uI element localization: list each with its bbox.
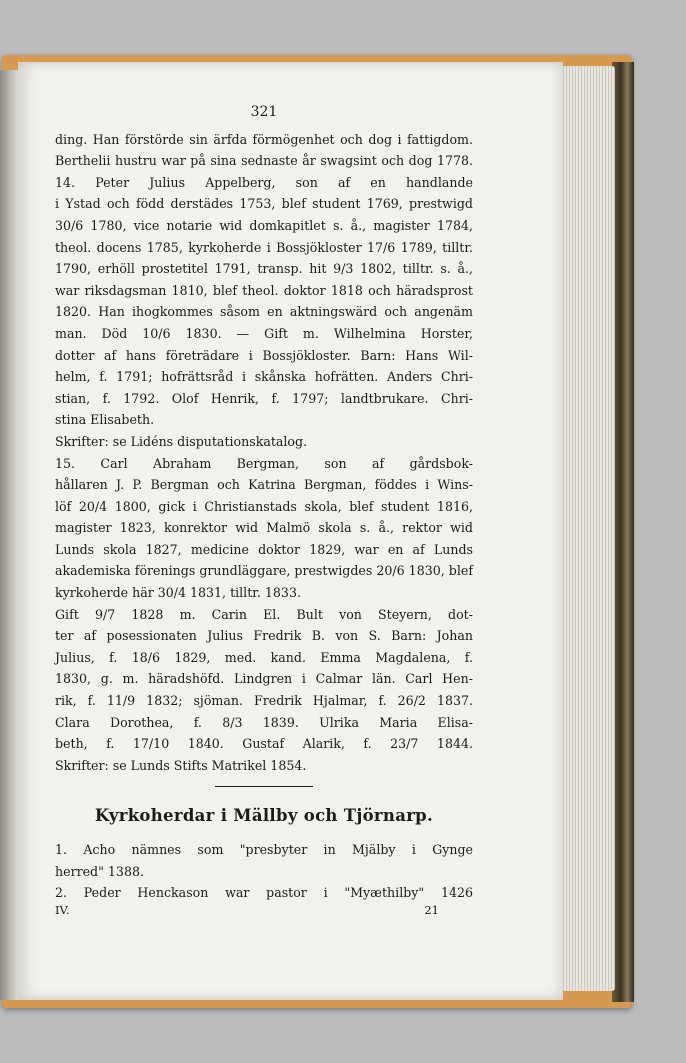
text-line: beth, f. 17/10 1840. Gustaf Alarik, f. 23/7 1844. (55, 736, 473, 752)
text-line: 1820. Han ihogkommes såsom en aktningswärd och angenäm (55, 304, 473, 320)
text-line: Julius, f. 18/6 1829, med. kand. Emma Magdalena, f. (55, 649, 473, 665)
text-line: 1790, erhöll prostetitel 1791, transp. hit 9/3 1802, tilltr. s. å., (55, 261, 473, 277)
text-line: rik, f. 11/9 1832; sjöman. Fredrik Hjalmar, f. 26/2 1837. (55, 693, 473, 709)
text-line: Lunds skola 1827, medicine doktor 1829, war en af Lunds (55, 541, 473, 557)
text-line: i Ystad och född derstädes 1753, blef student 1769, prestwigd (55, 196, 473, 212)
text-line: 14. Peter Julius Appelberg, son af en handlande (55, 174, 473, 190)
text-line: kyrkoherde här 30/4 1831, tilltr. 1833. (55, 585, 301, 601)
text-line: stina Elisabeth. (55, 412, 155, 428)
page-number: 321 (250, 104, 278, 120)
text-line: magister 1823, konrektor wid Malmö skola s. å., rektor wid (55, 520, 473, 536)
text-line: Clara Dorothea, f. 8/3 1839. Ulrika Maria Elisa- (55, 714, 473, 730)
page-footer (55, 902, 473, 918)
text-line: 1. Acho nämnes som "presbyter in Mjälby i Gynge (55, 842, 473, 857)
text-line: 1830, g. m. häradshöfd. Lindgren i Calmar län. Carl Hen- (55, 671, 473, 687)
text-line: 30/6 1780, vice notarie wid domkapitlet s. å., magister 1784, (55, 217, 473, 233)
text-line: Skrifter: se Lidéns disputationskatalog. (55, 433, 308, 449)
signature-number: 21 (424, 902, 439, 917)
page-text (55, 102, 473, 918)
text-line: Skrifter: se Lunds Stifts Matrikel 1854. (55, 757, 307, 773)
text-line: herred" 1388. (55, 863, 144, 879)
text-line: war riksdagsman 1810, blef theol. doktor 1818 och häradsprost (55, 282, 473, 298)
text-line: stian, f. 1792. Olof Henrik, f. 1797; landtbrukare. Chri- (55, 390, 473, 406)
book-page (18, 62, 563, 1000)
text-line: man. Död 10/6 1830. — Gift m. Wilhelmina Horster, (55, 325, 473, 341)
text-line: ding. Han förstörde sin ärfda förmögenhet och dog i fattigdom. (55, 131, 473, 147)
signature-mark: IV. (55, 902, 70, 917)
text-line: hållaren J. P. Bergman och Katrina Bergman, föddes i Wins- (55, 477, 473, 493)
section-divider (215, 786, 313, 787)
text-line: dotter af hans företrädare i Bossjökloster. Barn: Hans Wil- (55, 347, 473, 363)
text-line: ter af posessionaten Julius Fredrik B. von S. Barn: Johan (55, 628, 473, 644)
section-heading: Kyrkoherdar i Mällby och Tjörnarp. (94, 806, 434, 826)
text-line: löf 20/4 1800, gick i Christianstads skola, blef student 1816, (55, 498, 473, 514)
text-line: Berthelii hustru war på sina sednaste år swagsint och dog 1778. (55, 153, 473, 169)
text-line: akademiska förenings grundläggare, prestwigdes 20/6 1830, blef (55, 563, 473, 579)
left-page-edge (0, 70, 20, 1000)
text-line: theol. docens 1785, kyrkoherde i Bossjökloster 17/6 1789, tilltr. (55, 239, 473, 255)
page-stack (555, 66, 615, 991)
text-line: 2. Peder Henckason war pastor i "Myæthilby" 1426 (55, 885, 473, 901)
text-line: 15. Carl Abraham Bergman, son af gårdsbok- (55, 455, 473, 471)
text-line: helm, f. 1791; hofrättsråd i skånska hofrätten. Anders Chri- (55, 369, 473, 385)
text-line: Gift 9/7 1828 m. Carin El. Bult von Steyern, dot- (55, 606, 473, 622)
book-cover-edge (612, 62, 634, 1002)
